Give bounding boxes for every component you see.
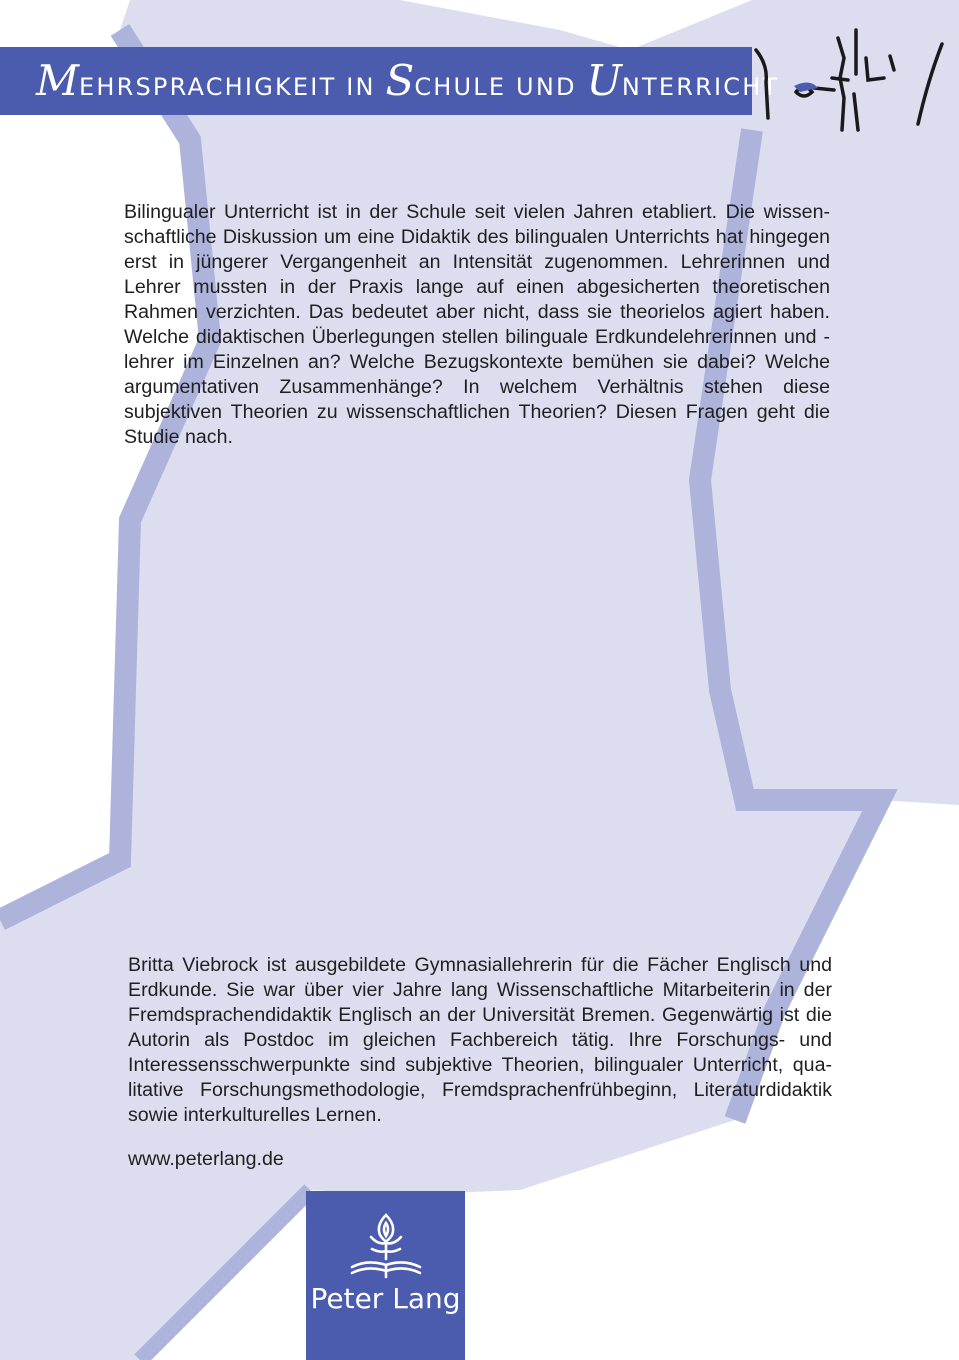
series-title-word: NTERRICHT xyxy=(621,73,780,101)
book-description: Bilingualer Unterricht ist in der Schule seit vielen Jahren etabliert. Die wissen-schaftliche Diskussion um eine Didaktik des bilingualen Unterrichts hat hingegen erst in jüngerer Vergangenheit an Intensität zugenommen. Lehrerinnen und Lehrer mussten in der Praxis lange auf einen abgesicherten theoretischen Rahmen verzichten. Das bedeutet aber nicht, dass sie theorielos agiert haben. Welche didaktischen Überlegungen stellen bilinguale Erdkundelehrerinnen und -lehrer im Einzelnen an? Welche Bezugskontexte bemühen sie dabei? Welche argumentativen Zusammenhänge? In welchem Verhältnis stehen diese subjektiven Theorien zu wissenschaftlichen Theorien? Diesen Fragen geht die Studie nach. xyxy=(124,201,830,448)
series-title-word: CHULE UND xyxy=(414,73,587,101)
publisher-name: Peter Lang xyxy=(310,1282,461,1315)
series-glyph-logo-icon xyxy=(752,20,959,140)
book-flame-logo-icon xyxy=(346,1211,426,1281)
publisher-url[interactable]: www.peterlang.de xyxy=(128,1148,284,1170)
publisher-logo-box xyxy=(306,1191,465,1360)
author-biography: Britta Viebrock ist ausgebildete Gymnasiallehrerin für die Fächer Englisch und Erdkunde. Sie war über vier Jahre lang Wissenschaftliche Mitarbeiterin in der Fremdsprachendidaktik Englisch an der Universität Bremen. Gegenwärtig ist die Autorin als Postdoc im gleichen Fachbereich tätig. Ihre Forschungs- und Interessensschwerpunkte sind subjektive Theorien, bilingualer Unterricht, qua-litative Forschungsmethodologie, Fremdsprachenfrühbeginn, Literaturdidaktik sowie interkulturelles Lernen. xyxy=(128,954,832,1126)
series-title-initial: S xyxy=(385,56,415,105)
series-title xyxy=(36,57,779,111)
series-title-initial: U xyxy=(586,56,622,105)
series-title-word: EHRSPRACHIGKEIT IN xyxy=(79,73,386,101)
series-title-initial: M xyxy=(36,56,80,105)
